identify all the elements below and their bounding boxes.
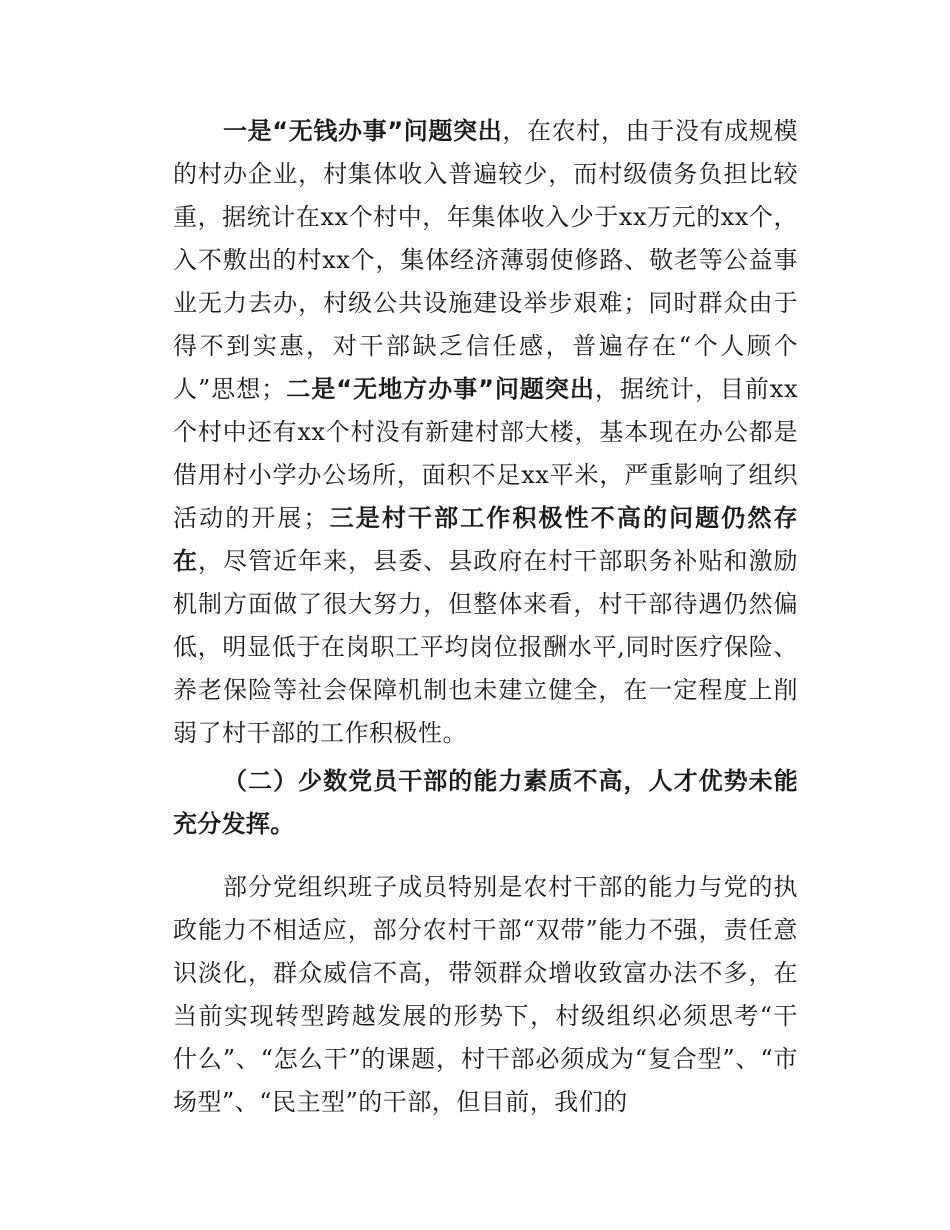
paragraph-village-problems xyxy=(173,110,798,755)
paragraph-text-three: ，尽管近年来，县委、县政府在村干部职务补贴和激励机制方面做了很大努力，但整体来看，村干部待遇仍然偏低，明显低于在岗职工平均岗位报酬水平,同时医疗保险、养老保险等社会保障机制也未建立健全，在一定程度上削弱了村干部的工作积极性。 xyxy=(173,547,799,747)
paragraph-text-two: ，据统计，目前xx个村中还有xx个村没有新建村部大楼，基本现在办公都是借用村小学办公场所，面积不足xx平米，严重影响了组织活动的开展； xyxy=(173,375,799,532)
paragraph-text-one: ，在农村，由于没有成规模的村办企业，村集体收入普遍较少，而村级债务负担比较重，据统计在xx个村中，年集体收入少于xx万元的xx个，入不敷出的村xx个，集体经济薄弱使修路、敬老等公益事业无力去办，村级公共设施建设举步艰难；同时群众由于得不到实惠，对干部缺乏信任感，普遍存在“个人顾个人”思想； xyxy=(173,117,799,403)
section-heading-two: （二）少数党员干部的能力素质不高，人才优势未能充分发挥。 xyxy=(173,767,798,838)
paragraph-cadre-ability: 部分党组织班子成员特别是农村干部的能力与党的执政能力不相适应，部分农村干部“双带”能力不强，责任意识淡化，群众威信不高，带领群众增收致富办法不多，在当前实现转型跨越发展的形势下，村级组织必须思考“干什么”、“怎么干”的课题，村干部必须成为“复合型”、“市场型”、“民主型”的干部，但目前，我们的 xyxy=(173,873,798,1116)
bold-point-one: 一是“无钱办事”问题突出 xyxy=(223,117,503,145)
bold-point-three: 三是村干部工作积极性不高的问题仍然存在 xyxy=(173,504,799,575)
bold-point-two: 二是“无地方办事”问题突出 xyxy=(285,375,595,403)
